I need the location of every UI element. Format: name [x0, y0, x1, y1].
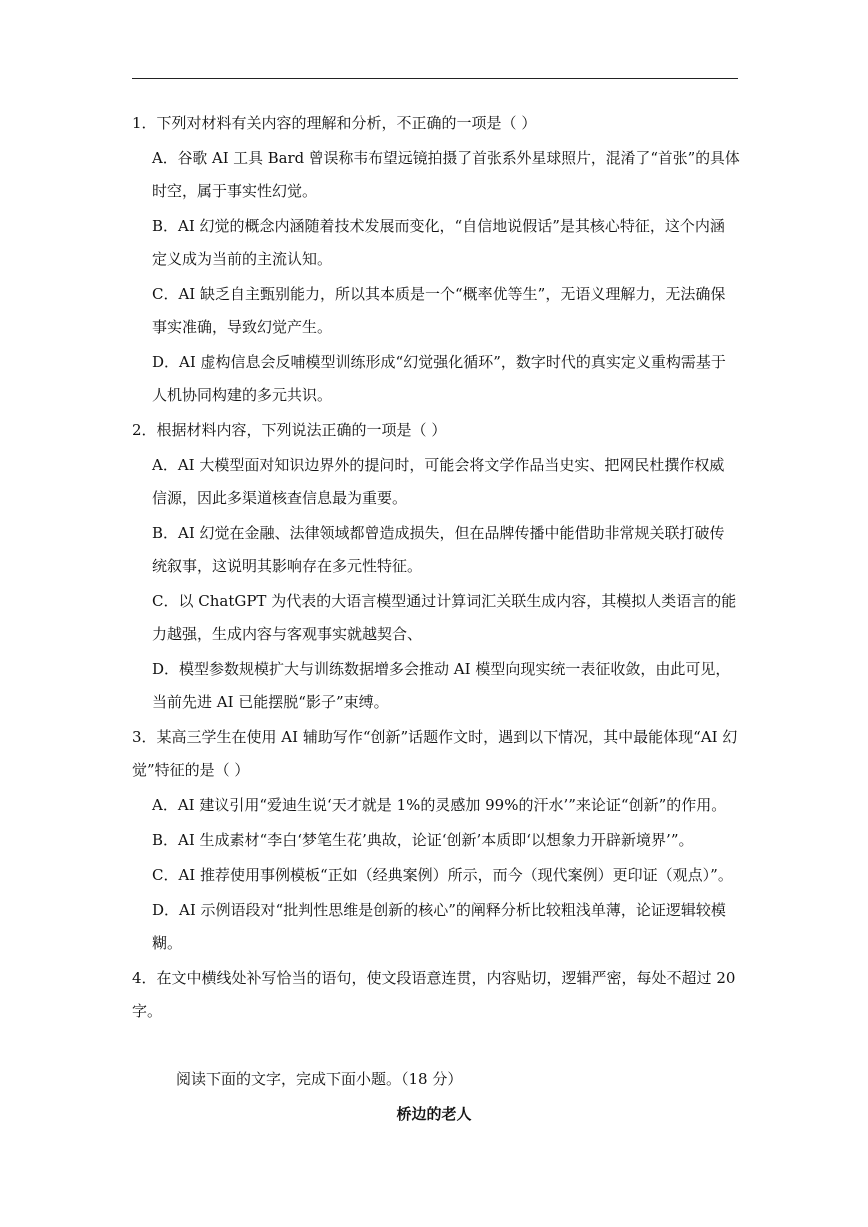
question-2-option-b-cont: 统叙事，这说明其影响存在多元性特征。	[152, 557, 423, 575]
question-1-option-c-cont: 事实准确，导致幻觉产生。	[152, 318, 333, 336]
header-rule	[132, 78, 738, 79]
passage-title: 桥边的老人	[396, 1105, 472, 1123]
question-3-option-c: C．AI 推荐使用事例模板“正如（经典案例）所示，而今（现代案例）更印证（观点）”。	[152, 866, 733, 884]
question-3-stem-cont: 觉”特征的是（ ）	[132, 761, 250, 779]
question-1-option-a-cont: 时空，属于事实性幻觉。	[152, 182, 318, 200]
question-4-stem: 4．在文中横线处补写恰当的语句，使文段语意连贯，内容贴切，逻辑严密，每处不超过 20	[132, 969, 736, 987]
question-1-option-a: A．谷歌 AI 工具 Bard 曾误称韦布望远镜拍摄了首张系外星球照片，混淆了“首张”的具体	[152, 149, 740, 167]
question-3-option-b: B．AI 生成素材“李白‘梦笔生花’典故，论证‘创新’本质即‘以想象力开辟新境界’”。	[152, 831, 694, 849]
question-1-option-c: C．AI 缺乏自主甄别能力，所以其本质是一个“概率优等生”，无语义理解力，无法确保	[152, 285, 726, 303]
question-4-stem-cont: 字。	[132, 1002, 163, 1020]
question-3-option-d: D．AI 示例语段对“批判性思维是创新的核心”的阐释分析比较粗浅单薄，论证逻辑较模	[152, 901, 726, 919]
question-1-option-b-cont: 定义成为当前的主流认知。	[152, 250, 333, 268]
question-2-option-c: C．以 ChatGPT 为代表的大语言模型通过计算词汇关联生成内容，其模拟人类语言的能	[152, 592, 737, 610]
question-2-option-a: A．AI 大模型面对知识边界外的提问时，可能会将文学作品当史实、把网民杜撰作权威	[152, 456, 725, 474]
question-2-option-b: B．AI 幻觉在金融、法律领域都曾造成损失，但在品牌传播中能借助非常规关联打破传	[152, 524, 725, 542]
question-2-option-d: D．模型参数规模扩大与训练数据增多会推动 AI 模型向现实统一表征收敛，由此可见，	[152, 660, 731, 678]
question-1-option-b: B．AI 幻觉的概念内涵随着技术发展而变化，“自信地说假话”是其核心特征，这个内涵	[152, 217, 725, 235]
question-2-option-d-cont: 当前先进 AI 已能摆脱“影子”束缚。	[152, 693, 389, 711]
question-2-option-c-cont: 力越强，生成内容与客观事实就越契合、	[152, 625, 423, 643]
question-1-option-d-cont: 人机协同构建的多元共识。	[152, 386, 333, 404]
question-2-option-a-cont: 信源，因此多渠道核查信息最为重要。	[152, 489, 408, 507]
question-3-option-a: A．AI 建议引用“爱迪生说‘天才就是 1%的灵感加 99%的汗水’”来论证“创新”的作用。	[152, 796, 727, 814]
question-1-stem: 1．下列对材料有关内容的理解和分析，不正确的一项是（ ）	[132, 114, 537, 132]
question-1-option-d: D．AI 虚构信息会反哺模型训练形成“幻觉强化循环”，数字时代的真实定义重构需基于	[152, 353, 726, 371]
question-3-stem: 3．某高三学生在使用 AI 辅助写作“创新”话题作文时，遇到以下情况，其中最能体现“AI 幻	[132, 728, 738, 746]
question-2-stem: 2．根据材料内容，下列说法正确的一项是（ ）	[132, 421, 447, 439]
question-3-option-d-cont: 糊。	[152, 934, 183, 952]
reading-intro: 阅读下面的文字，完成下面小题。（18 分）	[176, 1070, 463, 1088]
